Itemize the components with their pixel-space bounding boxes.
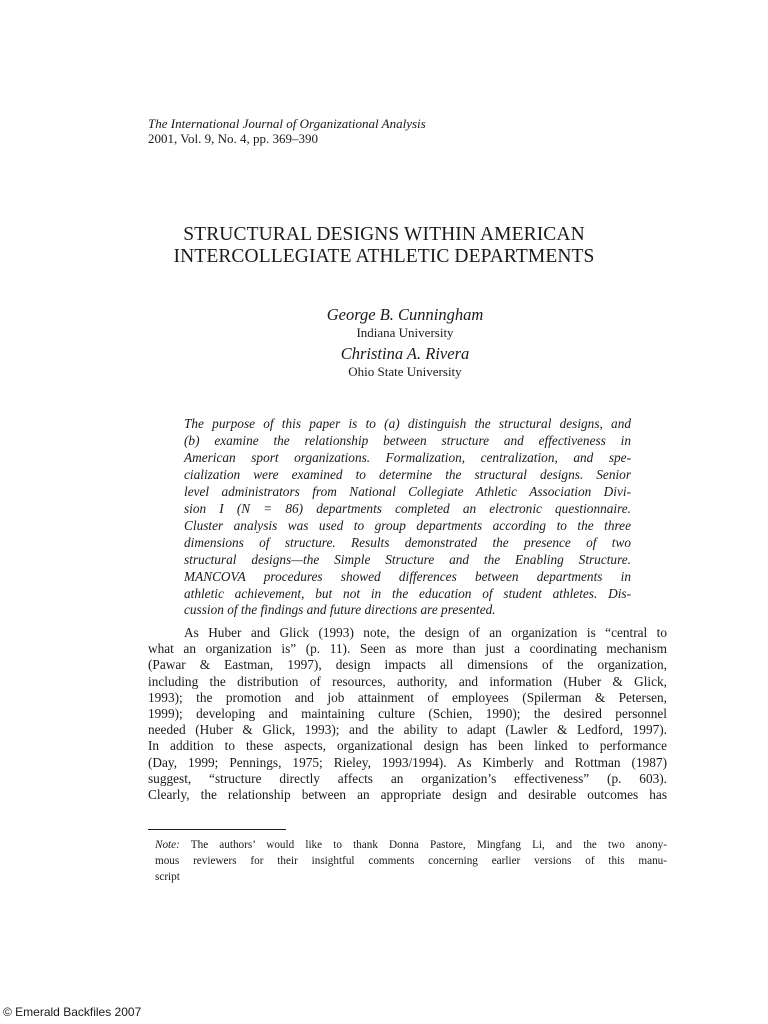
- body-line: what an organization is” (p. 11). Seen as more than just a coordinating mechanism: [148, 641, 667, 657]
- body-line: (Pawar & Eastman, 1997), design impacts all dimensions of the organization,: [148, 657, 667, 673]
- abstract-line: MANCOVA procedures showed differences between departments in: [184, 568, 631, 584]
- body-line: 1999); developing and maintaining culture (Schien, 1990); the desired personnel: [148, 706, 667, 722]
- abstract-line: cialization were examined to determine the structural designs. Senior: [184, 466, 631, 482]
- abstract-line: structural designs—the Simple Structure and the Enabling Structure.: [184, 551, 631, 567]
- copyright-notice: © Emerald Backfiles 2007: [3, 1005, 142, 1019]
- author-name: George B. Cunningham: [326, 305, 484, 324]
- title-line-1: STRUCTURAL DESIGNS WITHIN AMERICAN: [183, 224, 585, 245]
- body-line: Clearly, the relationship between an appropriate design and desirable outcomes has: [148, 787, 667, 803]
- author-block: [0, 305, 768, 380]
- body-line: In addition to these aspects, organizational design has been linked to performance: [148, 738, 667, 754]
- abstract-line: Cluster analysis was used to group departments according to the three: [184, 517, 631, 533]
- body-line: suggest, “structure directly affects an organization’s effectiveness” (p. 603).: [148, 770, 667, 786]
- article-title: [0, 224, 768, 268]
- footnote-divider: [148, 829, 286, 830]
- abstract-line: American sport organizations. Formalization, centralization, and spe-: [184, 449, 631, 465]
- footnote-line: mous reviewers for their insightful comments concerning earlier versions of this manu-: [155, 855, 667, 868]
- abstract-line: (b) examine the relationship between structure and effectiveness in: [184, 432, 631, 448]
- abstract-line: level administrators from National Collegiate Athletic Association Divi-: [184, 483, 631, 499]
- body-line: needed (Huber & Glick, 1993); and the ability to adapt (Lawler & Ledford, 1997).: [148, 722, 667, 738]
- body-line: As Huber and Glick (1993) note, the design of an organization is “central to: [184, 625, 667, 640]
- body-paragraph: [148, 625, 667, 803]
- abstract: [184, 416, 631, 619]
- footnote: [155, 837, 667, 886]
- body-line: (Day, 1999; Pennings, 1975; Rieley, 1993/1994). As Kimberly and Rottman (1987): [148, 754, 667, 770]
- abstract-line: sion I (N = 86) departments completed an electronic questionnaire.: [184, 500, 631, 516]
- author-affiliation: Ohio State University: [348, 364, 462, 379]
- journal-name: The International Journal of Organizational Analysis: [148, 116, 426, 131]
- footnote-line: script: [155, 871, 180, 884]
- note-label: Note:: [155, 839, 180, 851]
- journal-citation: 2001, Vol. 9, No. 4, pp. 369–390: [148, 131, 318, 146]
- body-line: including the distribution of resources, authority, and information (Huber & Glick,: [148, 673, 667, 689]
- author-name: Christina A. Rivera: [340, 344, 470, 363]
- author-affiliation: Indiana University: [356, 325, 454, 340]
- footnote-text: The authors’ would like to thank Donna Pastore, Mingfang Li, and the two anony-: [190, 839, 667, 851]
- body-line: 1993); the promotion and job attainment of employees (Spilerman & Petersen,: [148, 689, 667, 705]
- abstract-line: The purpose of this paper is to (a) distinguish the structural designs, and: [184, 416, 631, 431]
- abstract-line: cussion of the findings and future directions are presented.: [184, 602, 496, 618]
- abstract-line: dimensions of structure. Results demonstrated the presence of two: [184, 534, 631, 550]
- title-line-2: INTERCOLLEGIATE ATHLETIC DEPARTMENTS: [173, 246, 595, 267]
- abstract-line: athletic achievement, but not in the education of student athletes. Dis-: [184, 585, 631, 601]
- journal-header: [148, 116, 426, 146]
- footnote-line: [155, 837, 667, 853]
